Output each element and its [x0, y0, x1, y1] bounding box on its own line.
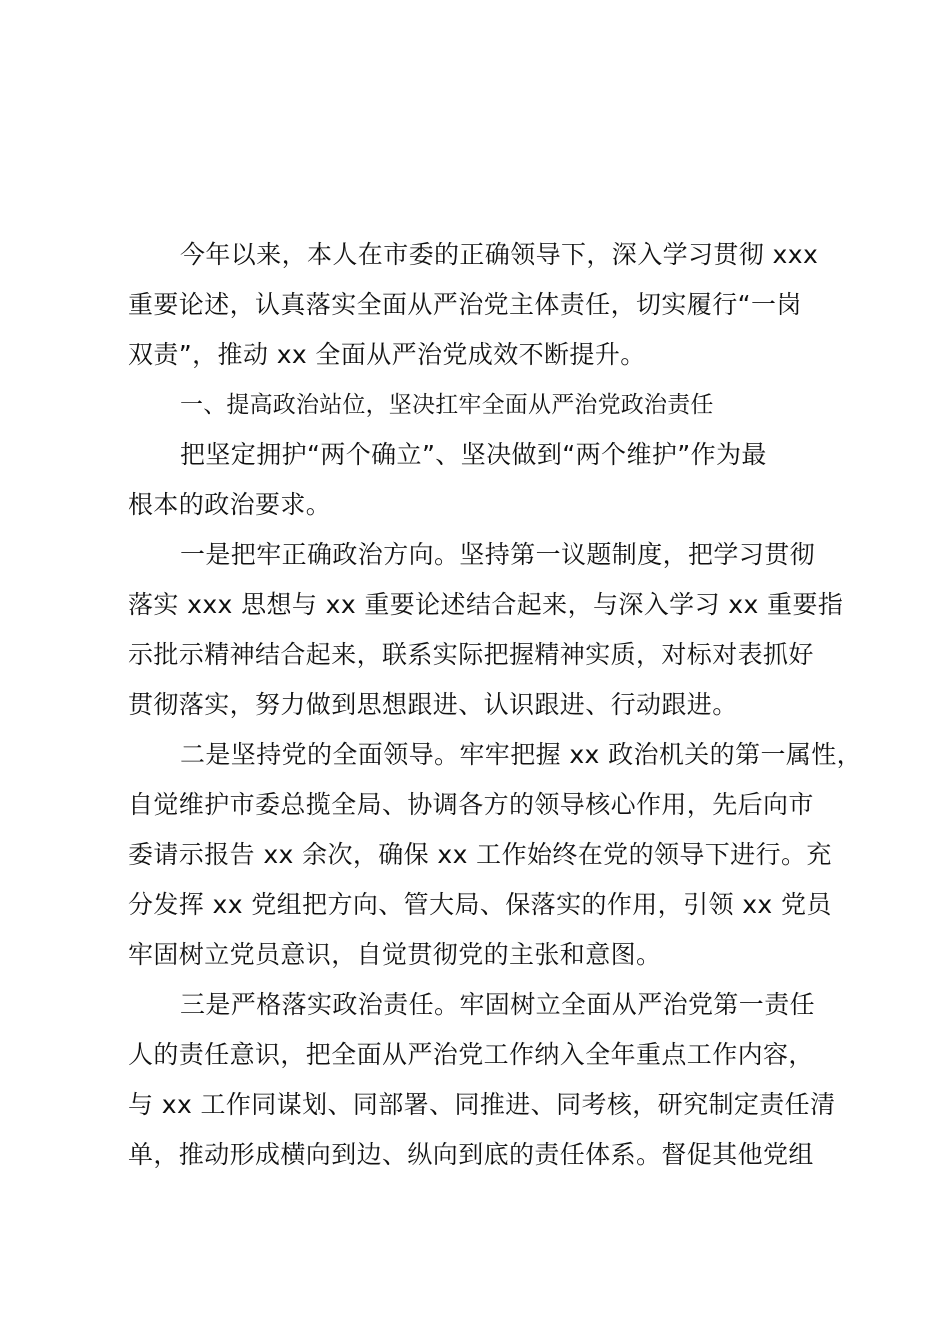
paragraph-line: 与 xx 工作同谋划、同部署、同推进、同考核，研究制定责任清: [128, 1090, 836, 1119]
document-body: [128, 230, 863, 1180]
paragraph-line: 一是把牢正确政治方向。坚持第一议题制度，把学习贯彻: [180, 540, 816, 569]
paragraph-line: 分发挥 xx 党组把方向、管大局、保落实的作用，引领 xx 党员: [128, 890, 832, 919]
paragraph-line: 贯彻落实，努力做到思想跟进、认识跟进、行动跟进。: [128, 690, 738, 719]
paragraph-line: 牢固树立党员意识，自觉贯彻党的主张和意图。: [128, 940, 662, 969]
paragraph-line: 人的责任意识，把全面从严治党工作纳入全年重点工作内容，: [128, 1040, 814, 1069]
paragraph-line: 示批示精神结合起来，联系实际把握精神实质，对标对表抓好: [128, 640, 814, 669]
paragraph-line: 自觉维护市委总揽全局、协调各方的领导核心作用，先后向市: [128, 790, 814, 819]
paragraph-line: 二是坚持党的全面领导。牢牢把握 xx 政治机关的第一属性，: [180, 740, 863, 769]
paragraph-line: 双责”，推动 xx 全面从严治党成效不断提升。: [128, 340, 646, 369]
paragraph-line: 根本的政治要求。: [128, 490, 332, 519]
paragraph-line: 把坚定拥护“两个确立”、坚决做到“两个维护”作为最: [180, 440, 767, 469]
paragraph-line: 三是严格落实政治责任。牢固树立全面从严治党第一责任: [180, 990, 816, 1019]
paragraph-line: 单，推动形成横向到边、纵向到底的责任体系。督促其他党组: [128, 1140, 814, 1169]
paragraph-line: 落实 xxx 思想与 xx 重要论述结合起来，与深入学习 xx 重要指: [128, 590, 844, 619]
paragraph-line: 今年以来，本人在市委的正确领导下，深入学习贯彻 xxx: [180, 240, 819, 269]
paragraph-line: 委请示报告 xx 余次，确保 xx 工作始终在党的领导下进行。充: [128, 840, 832, 869]
section-heading: 一、提高政治站位，坚决扛牢全面从严治党政治责任: [180, 392, 714, 418]
paragraph-line: 重要论述，认真落实全面从严治党主体责任，切实履行“一岗: [128, 290, 802, 319]
